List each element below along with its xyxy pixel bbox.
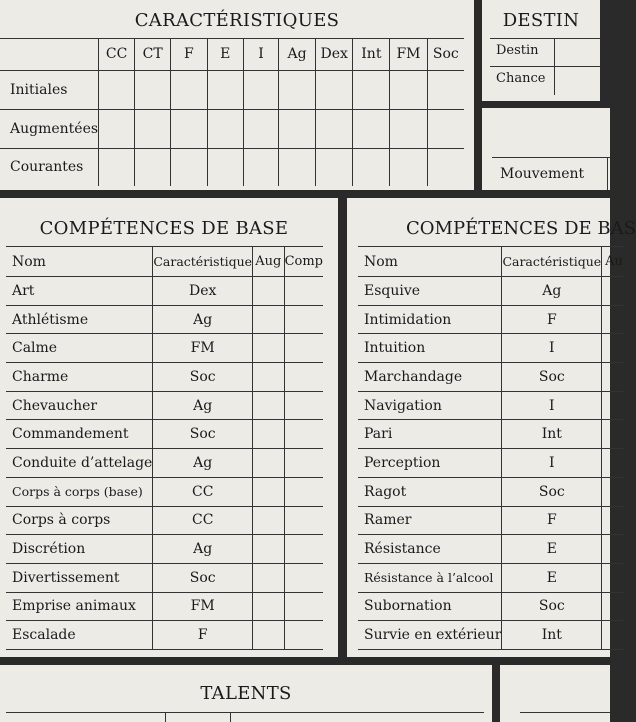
skill-aug-cell[interactable] [602, 477, 623, 506]
char-cell[interactable] [427, 109, 464, 148]
skill-comp-cell[interactable] [284, 477, 323, 506]
skill-aug-cell[interactable] [253, 391, 284, 420]
skill-characteristic: Soc [153, 363, 253, 392]
char-col-fm: FM [390, 38, 427, 70]
skill-characteristic: FM [153, 334, 253, 363]
skill-characteristic: Ag [153, 391, 253, 420]
skill-row [358, 535, 623, 564]
skill-characteristic: Soc [153, 563, 253, 592]
char-cell[interactable] [207, 70, 243, 109]
skill-row [6, 477, 323, 506]
char-cell[interactable] [135, 148, 171, 186]
destiny-title: DESTIN [502, 10, 580, 31]
skills-left-header-name: Nom [6, 247, 153, 277]
skill-row [6, 363, 323, 392]
talents-divider [165, 712, 166, 722]
skill-aug-cell[interactable] [253, 477, 284, 506]
skill-aug-cell[interactable] [602, 420, 623, 449]
char-cell[interactable] [353, 109, 390, 148]
destiny-row-chance [490, 67, 600, 95]
char-cell[interactable] [171, 70, 207, 109]
skill-aug-cell[interactable] [602, 334, 623, 363]
skill-characteristic: I [502, 391, 602, 420]
char-cell[interactable] [279, 148, 316, 186]
skill-row [6, 621, 323, 650]
destiny-label: Chance [496, 71, 546, 86]
skill-comp-cell[interactable] [284, 535, 323, 564]
skill-name: Ramer [358, 506, 502, 535]
char-row-label: Augmentées [10, 120, 99, 137]
skill-name: Ragot [358, 477, 502, 506]
skill-characteristic: Soc [153, 420, 253, 449]
char-cell[interactable] [99, 148, 135, 186]
destiny-panel [482, 0, 600, 101]
skill-name: Marchandage [358, 363, 502, 392]
skill-name: Discrétion [6, 535, 153, 564]
skills-left-header-comp: Comp [284, 247, 323, 277]
skill-aug-cell[interactable] [602, 563, 623, 592]
skill-row [6, 277, 323, 306]
char-cell[interactable] [207, 109, 243, 148]
char-cell[interactable] [279, 70, 316, 109]
char-cell[interactable] [135, 70, 171, 109]
char-cell[interactable] [390, 70, 427, 109]
char-cell[interactable] [353, 148, 390, 186]
skill-aug-cell[interactable] [602, 621, 623, 650]
skill-name: Chevaucher [6, 391, 153, 420]
skill-name: Résistance à l’alcool [358, 563, 502, 592]
skill-row [6, 334, 323, 363]
skill-row [358, 277, 623, 306]
skill-characteristic: E [502, 563, 602, 592]
skill-aug-cell[interactable] [253, 305, 284, 334]
char-row-courantes [0, 148, 464, 186]
skills-left-header-aug: Aug [253, 247, 284, 277]
destiny-value-cell[interactable] [554, 38, 600, 66]
skill-characteristic: Ag [153, 449, 253, 478]
skill-name: Divertissement [6, 563, 153, 592]
skill-characteristic: Dex [153, 277, 253, 306]
skill-comp-cell[interactable] [284, 363, 323, 392]
skill-comp-cell[interactable] [284, 506, 323, 535]
skill-name: Art [6, 277, 153, 306]
skill-name: Intuition [358, 334, 502, 363]
skill-name: Commandement [6, 420, 153, 449]
char-row-augmentees [0, 109, 464, 148]
char-col-cc: CC [99, 38, 135, 70]
char-cell[interactable] [171, 109, 207, 148]
char-cell[interactable] [279, 109, 316, 148]
skill-row [6, 592, 323, 621]
char-cell[interactable] [99, 109, 135, 148]
skill-comp-cell[interactable] [284, 277, 323, 306]
skills-right-panel [347, 198, 636, 657]
skill-row [358, 592, 623, 621]
char-col-soc: Soc [427, 38, 464, 70]
skill-comp-cell[interactable] [284, 449, 323, 478]
char-col-int: Int [353, 38, 390, 70]
skill-aug-cell[interactable] [253, 420, 284, 449]
char-col-e: E [207, 38, 243, 70]
side-panel-line [520, 712, 610, 713]
side-panel [500, 665, 610, 722]
skills-left-header-char: Caractéristique [153, 247, 253, 277]
skill-aug-cell[interactable] [253, 621, 284, 650]
skill-characteristic: F [502, 506, 602, 535]
skill-aug-cell[interactable] [253, 449, 284, 478]
skills-left-title: COMPÉTENCES DE BASE [39, 218, 289, 239]
char-col-f: F [171, 38, 207, 70]
char-cell[interactable] [353, 70, 390, 109]
skill-characteristic: Int [502, 420, 602, 449]
characteristics-title: CARACTÉRISTIQUES [134, 10, 340, 31]
skill-row [358, 621, 623, 650]
skill-row [358, 563, 623, 592]
skill-aug-cell[interactable] [602, 535, 623, 564]
skill-name: Calme [6, 334, 153, 363]
skill-name: Athlétisme [6, 305, 153, 334]
skill-aug-cell[interactable] [253, 563, 284, 592]
char-col-dex: Dex [315, 38, 352, 70]
char-cell[interactable] [243, 109, 278, 148]
skill-aug-cell[interactable] [253, 363, 284, 392]
skill-characteristic: CC [153, 477, 253, 506]
skill-characteristic: Int [502, 621, 602, 650]
skills-left-table [6, 246, 323, 650]
skill-row [6, 420, 323, 449]
skill-aug-cell[interactable] [602, 506, 623, 535]
skills-left-panel [0, 198, 338, 657]
skill-row [6, 391, 323, 420]
skill-characteristic: Soc [502, 363, 602, 392]
char-cell[interactable] [427, 70, 464, 109]
skill-aug-cell[interactable] [602, 305, 623, 334]
skill-aug-cell[interactable] [602, 277, 623, 306]
char-cell[interactable] [315, 148, 352, 186]
char-cell[interactable] [99, 70, 135, 109]
skill-row [358, 506, 623, 535]
skill-characteristic: Ag [502, 277, 602, 306]
skill-characteristic: Soc [502, 477, 602, 506]
skill-comp-cell[interactable] [284, 305, 323, 334]
skill-row [358, 334, 623, 363]
skill-aug-cell[interactable] [253, 506, 284, 535]
skill-comp-cell[interactable] [284, 420, 323, 449]
char-cell[interactable] [207, 148, 243, 186]
skill-characteristic: F [153, 621, 253, 650]
skill-name: Pari [358, 420, 502, 449]
movement-label: Mouvement [500, 166, 585, 182]
skill-name: Charme [6, 363, 153, 392]
talents-divider [230, 712, 231, 722]
skills-right-header-name: Nom [358, 247, 502, 277]
skill-comp-cell[interactable] [284, 592, 323, 621]
skill-comp-cell[interactable] [284, 621, 323, 650]
char-col-ag: Ag [279, 38, 316, 70]
skill-row [358, 420, 623, 449]
skill-comp-cell[interactable] [284, 334, 323, 363]
skill-row [6, 535, 323, 564]
skill-name: Corps à corps (base) [6, 477, 153, 506]
skills-right-table [358, 246, 623, 650]
skill-name: Corps à corps [6, 506, 153, 535]
skills-right-title: COMPÉTENCES DE BAS [406, 218, 636, 239]
skill-characteristic: Soc [502, 592, 602, 621]
skill-name: Conduite d’attelage [6, 449, 153, 478]
destiny-row-destin [490, 38, 600, 67]
skill-aug-cell[interactable] [602, 592, 623, 621]
skills-right-header-aug: Au [602, 247, 623, 277]
skill-name: Perception [358, 449, 502, 478]
skill-aug-cell[interactable] [253, 535, 284, 564]
char-cell[interactable] [171, 148, 207, 186]
movement-value-cell[interactable] [607, 157, 611, 190]
skill-row [358, 391, 623, 420]
skill-characteristic: I [502, 449, 602, 478]
skill-name: Intimidation [358, 305, 502, 334]
skill-comp-cell[interactable] [284, 391, 323, 420]
characteristics-table [0, 38, 464, 186]
skill-characteristic: I [502, 334, 602, 363]
talents-panel [0, 665, 492, 722]
char-cell[interactable] [243, 148, 278, 186]
skill-aug-cell[interactable] [253, 277, 284, 306]
skill-name: Emprise animaux [6, 592, 153, 621]
skill-row [358, 363, 623, 392]
skill-row [6, 449, 323, 478]
skill-characteristic: FM [153, 592, 253, 621]
skill-name: Escalade [6, 621, 153, 650]
char-row-initiales [0, 70, 464, 109]
characteristics-panel [0, 0, 474, 190]
char-row-label: Initiales [10, 81, 68, 98]
char-cell[interactable] [390, 109, 427, 148]
chance-value-cell[interactable] [554, 67, 600, 95]
char-col-ct: CT [135, 38, 171, 70]
char-cell[interactable] [315, 109, 352, 148]
skill-aug-cell[interactable] [602, 363, 623, 392]
skill-aug-cell[interactable] [253, 334, 284, 363]
skill-name: Subornation [358, 592, 502, 621]
skill-row [358, 305, 623, 334]
skill-comp-cell[interactable] [284, 563, 323, 592]
char-cell[interactable] [315, 70, 352, 109]
movement-top-line [492, 157, 610, 158]
char-row-label: Courantes [10, 159, 84, 176]
skill-aug-cell[interactable] [253, 592, 284, 621]
skill-name: Survie en extérieur [358, 621, 502, 650]
skill-row [6, 305, 323, 334]
destiny-label: Destin [496, 43, 539, 58]
skill-characteristic: CC [153, 506, 253, 535]
char-cell[interactable] [243, 70, 278, 109]
char-cell[interactable] [390, 148, 427, 186]
skill-characteristic: E [502, 535, 602, 564]
skill-aug-cell[interactable] [602, 449, 623, 478]
skill-row [6, 563, 323, 592]
skill-characteristic: Ag [153, 305, 253, 334]
skill-aug-cell[interactable] [602, 391, 623, 420]
skill-row [358, 449, 623, 478]
skill-characteristic: Ag [153, 535, 253, 564]
movement-panel [482, 108, 610, 190]
skill-name: Navigation [358, 391, 502, 420]
skill-row [6, 506, 323, 535]
talents-title: TALENTS [200, 683, 292, 704]
char-cell[interactable] [427, 148, 464, 186]
skill-characteristic: F [502, 305, 602, 334]
char-col-i: I [243, 38, 278, 70]
skill-name: Résistance [358, 535, 502, 564]
char-cell[interactable] [135, 109, 171, 148]
talents-top-line [6, 712, 484, 713]
skill-row [358, 477, 623, 506]
skills-right-header-char: Caractéristique [502, 247, 602, 277]
skill-name: Esquive [358, 277, 502, 306]
